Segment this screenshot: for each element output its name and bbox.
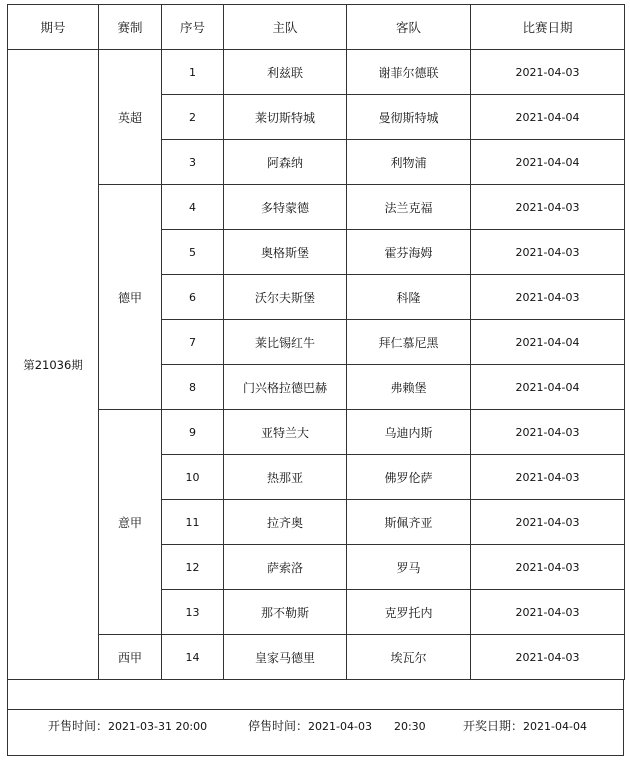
date-cell: 2021-04-03 <box>471 545 625 590</box>
home-cell: 沃尔夫斯堡 <box>224 275 347 320</box>
date-cell: 2021-04-03 <box>471 410 625 455</box>
seq-cell: 10 <box>162 455 224 500</box>
seq-cell: 12 <box>162 545 224 590</box>
draw-date-value: 2021-04-04 <box>523 720 587 733</box>
header-away: 客队 <box>347 5 471 50</box>
away-cell: 利物浦 <box>347 140 471 185</box>
sale-start-info <box>48 717 207 734</box>
date-cell: 2021-04-04 <box>471 95 625 140</box>
away-cell: 谢菲尔德联 <box>347 50 471 95</box>
date-cell: 2021-04-03 <box>471 500 625 545</box>
date-cell: 2021-04-03 <box>471 230 625 275</box>
table-row <box>8 635 625 680</box>
draw-date-info <box>463 717 587 734</box>
away-cell: 曼彻斯特城 <box>347 95 471 140</box>
header-league: 赛制 <box>99 5 162 50</box>
header-period: 期号 <box>8 5 99 50</box>
date-cell: 2021-04-03 <box>471 275 625 320</box>
header-home: 主队 <box>224 5 347 50</box>
home-cell: 门兴格拉德巴赫 <box>224 365 347 410</box>
sale-info-footer <box>7 679 624 756</box>
home-cell: 皇家马德里 <box>224 635 347 680</box>
home-cell: 那不勒斯 <box>224 590 347 635</box>
seq-cell: 4 <box>162 185 224 230</box>
period-cell: 第21036期 <box>8 50 99 680</box>
header-seq: 序号 <box>162 5 224 50</box>
away-cell: 霍芬海姆 <box>347 230 471 275</box>
seq-cell: 2 <box>162 95 224 140</box>
sale-stop-time: 20:30 <box>393 720 426 733</box>
away-cell: 佛罗伦萨 <box>347 455 471 500</box>
date-cell: 2021-04-03 <box>471 50 625 95</box>
away-cell: 乌迪内斯 <box>347 410 471 455</box>
home-cell: 拉齐奥 <box>224 500 347 545</box>
sale-start-label: 开售时间： <box>48 719 109 733</box>
sale-start-value: 2021-03-31 20:00 <box>108 720 208 733</box>
date-cell: 2021-04-04 <box>471 365 625 410</box>
home-cell: 莱比锡红牛 <box>224 320 347 365</box>
date-cell: 2021-04-03 <box>471 455 625 500</box>
seq-cell: 8 <box>162 365 224 410</box>
header-row <box>8 5 625 50</box>
away-cell: 弗赖堡 <box>347 365 471 410</box>
league-cell: 意甲 <box>99 410 162 635</box>
table-row <box>8 50 625 95</box>
home-cell: 利兹联 <box>224 50 347 95</box>
seq-cell: 14 <box>162 635 224 680</box>
seq-cell: 5 <box>162 230 224 275</box>
sale-info-line <box>8 717 623 737</box>
match-schedule-table <box>7 4 625 680</box>
away-cell: 拜仁慕尼黑 <box>347 320 471 365</box>
table-row <box>8 410 625 455</box>
home-cell: 萨索洛 <box>224 545 347 590</box>
home-cell: 多特蒙德 <box>224 185 347 230</box>
away-cell: 埃瓦尔 <box>347 635 471 680</box>
date-cell: 2021-04-04 <box>471 140 625 185</box>
home-cell: 莱切斯特城 <box>224 95 347 140</box>
seq-cell: 9 <box>162 410 224 455</box>
sale-stop-info <box>248 717 426 734</box>
league-cell: 英超 <box>99 50 162 185</box>
home-cell: 阿森纳 <box>224 140 347 185</box>
seq-cell: 6 <box>162 275 224 320</box>
away-cell: 科隆 <box>347 275 471 320</box>
away-cell: 法兰克福 <box>347 185 471 230</box>
date-cell: 2021-04-03 <box>471 635 625 680</box>
away-cell: 罗马 <box>347 545 471 590</box>
draw-date-label: 开奖日期： <box>463 719 524 733</box>
league-cell: 西甲 <box>99 635 162 680</box>
date-cell: 2021-04-03 <box>471 590 625 635</box>
header-date: 比赛日期 <box>471 5 625 50</box>
date-cell: 2021-04-04 <box>471 320 625 365</box>
table-row <box>8 185 625 230</box>
date-cell: 2021-04-03 <box>471 185 625 230</box>
footer-divider <box>8 709 623 710</box>
league-cell: 德甲 <box>99 185 162 410</box>
home-cell: 热那亚 <box>224 455 347 500</box>
seq-cell: 11 <box>162 500 224 545</box>
away-cell: 斯佩齐亚 <box>347 500 471 545</box>
sale-stop-date: 2021-04-03 <box>308 720 372 733</box>
sale-stop-label: 停售时间： <box>248 719 309 733</box>
seq-cell: 13 <box>162 590 224 635</box>
seq-cell: 1 <box>162 50 224 95</box>
seq-cell: 7 <box>162 320 224 365</box>
home-cell: 亚特兰大 <box>224 410 347 455</box>
away-cell: 克罗托内 <box>347 590 471 635</box>
seq-cell: 3 <box>162 140 224 185</box>
home-cell: 奥格斯堡 <box>224 230 347 275</box>
